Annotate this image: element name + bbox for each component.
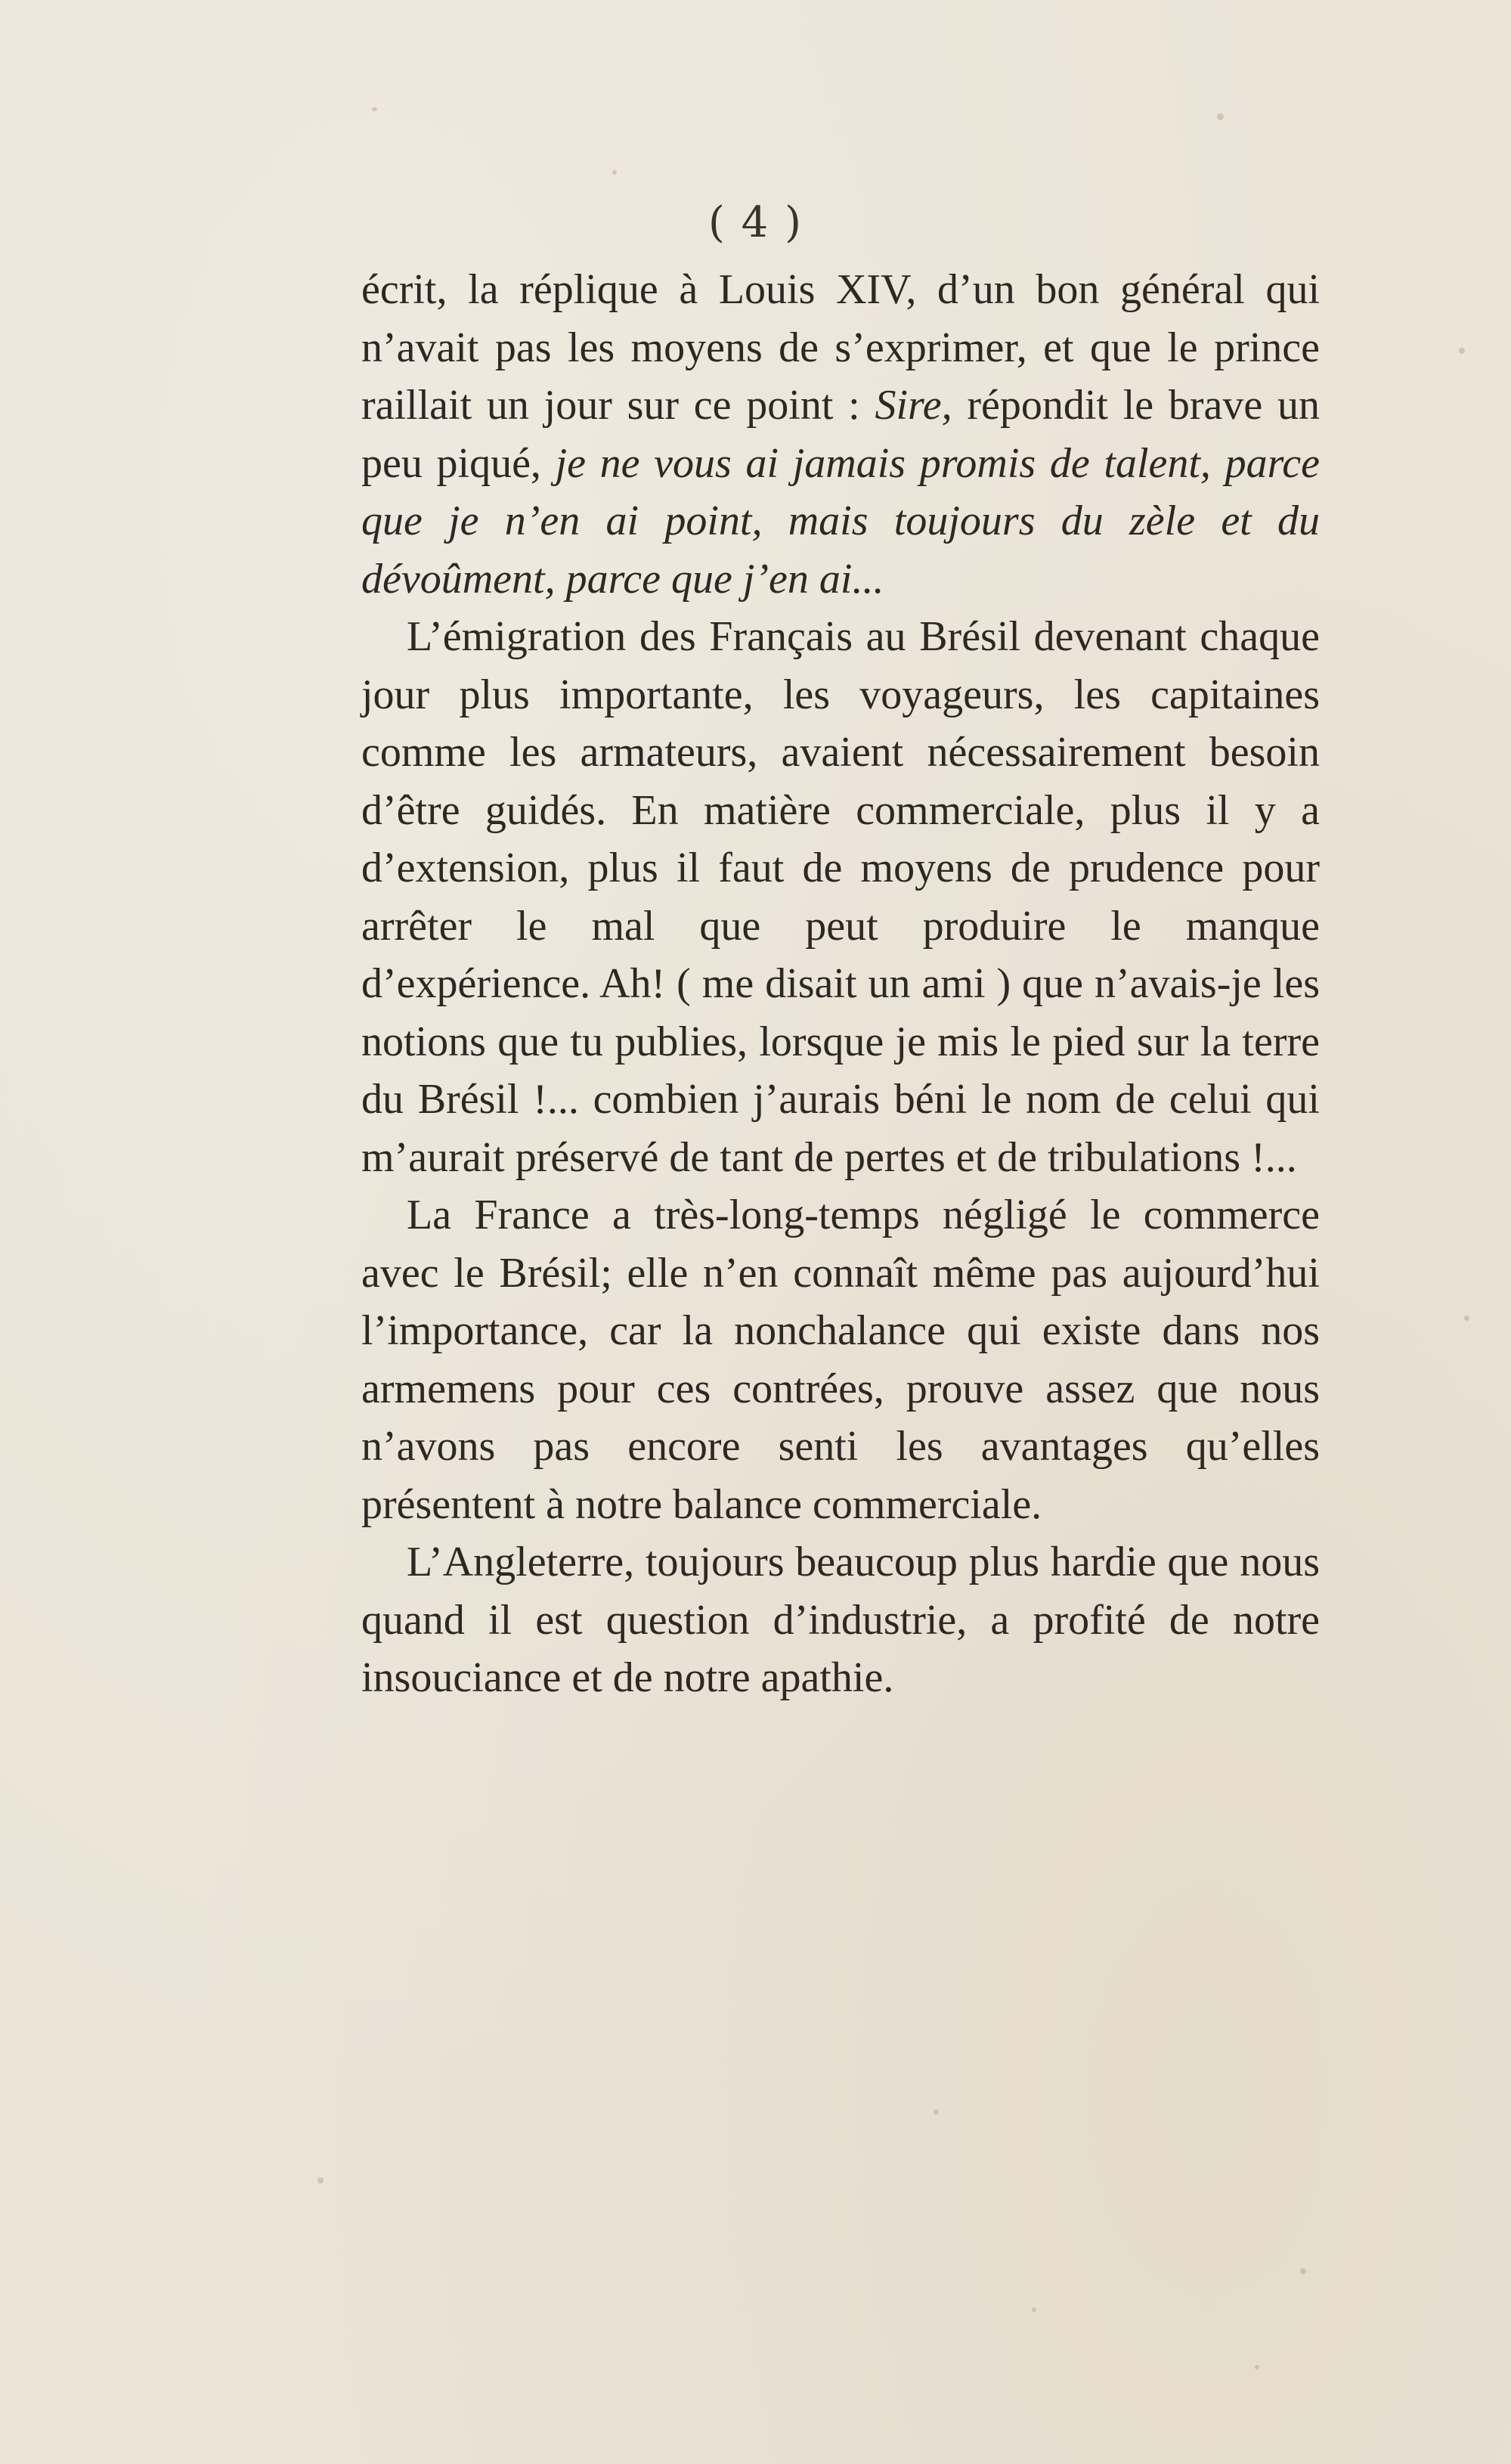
- paragraph-1-italic-sire: Sire,: [875, 382, 952, 429]
- paragraph-1-text-middle: répondit le brave un peu piqué,: [361, 382, 1320, 487]
- paragraph-1-text-before: écrit, la réplique à Louis XIV, d’un bon général qui n’avait pas les moyens de s’exprimer, et que le prince raillait un jour sur ce point :: [361, 266, 1320, 429]
- paragraph-1: [361, 261, 1320, 608]
- paper-speck: [612, 170, 617, 175]
- paper-speck: [1300, 2268, 1306, 2274]
- paragraph-2: L’émigration des Français au Brésil devenant chaque jour plus importante, les voyageurs, les capitaines comme les armateurs, avaient nécessairement besoin d’être guidés. En matière commerciale, plus il y a d’extension, plus il faut de moyens de prudence pour arrêter le mal que peut produire le manque d’expérience. Ah! ( me disait un ami ) que n’avais-je les notions que tu publies, lorsque je mis le pied sur la terre du Brésil !... combien j’aurais béni le nom de celui qui m’aurait préservé de tant de pertes et de tribulations !...: [361, 613, 1320, 1181]
- paper-speck: [1459, 348, 1465, 354]
- paper-speck: [1255, 2365, 1259, 2369]
- paragraph-3: La France a très-long-temps négligé le commerce avec le Brésil; elle n’en connaît même pas aujourd’hui l’importance, car la nonchalance qui existe dans nos armemens pour ces contrées, prouve assez que nous n’avons pas encore senti les avantages qu’elles présentent à notre balance commerciale.: [361, 1192, 1320, 1528]
- paper-speck: [317, 2177, 324, 2184]
- paper-speck: [1217, 113, 1224, 120]
- paper-speck: [1464, 1316, 1469, 1321]
- page-number: ( 4 ): [708, 198, 803, 247]
- body-text: [361, 261, 1320, 1707]
- paper-speck: [372, 107, 377, 111]
- paper-speck: [1032, 2307, 1036, 2312]
- paper-speck: [934, 2109, 939, 2115]
- paragraph-4: L’Angleterre, toujours beaucoup plus hardie que nous quand il est question d’industrie, a profité de notre insouciance et de notre apathie.: [361, 1539, 1320, 1701]
- paragraph-1-italic-quote: je ne vous ai jamais promis de talent, parce que je n’en ai point, mais toujours du zèle et du dévoûment, parce que j’en ai...: [361, 439, 1320, 603]
